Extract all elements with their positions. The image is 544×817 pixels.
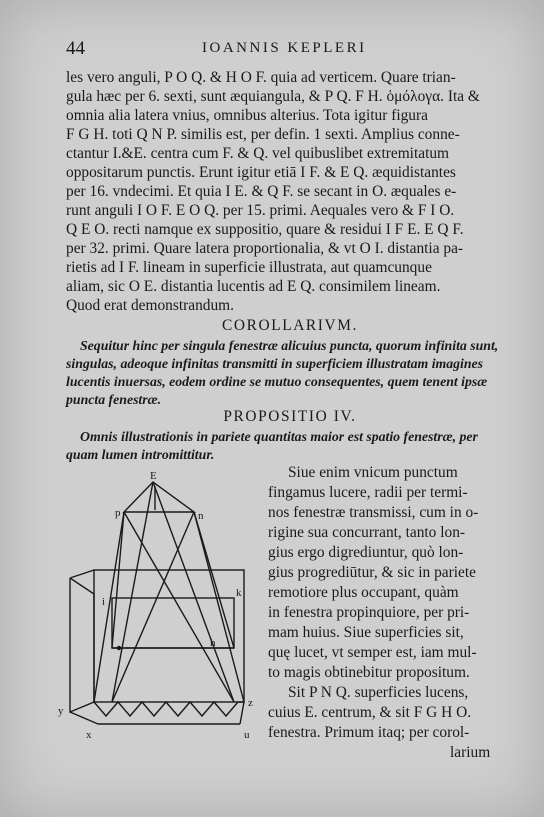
column-line: remotiore plus occupant, quàm xyxy=(268,584,459,601)
ray-left-outer xyxy=(94,512,124,702)
running-header xyxy=(66,38,514,62)
body-line: rietis ad I F. lineam in superficie illustrata, aut quamcunque xyxy=(66,259,432,276)
body-line: omnia alia latera vnius, omnibus alterius. Tota igitur figura xyxy=(66,107,428,124)
body-line: Quod erat demonstrandum. xyxy=(66,297,234,314)
label-p: p xyxy=(115,507,121,519)
ray-cross-a xyxy=(124,512,234,702)
corollary-line: lucentis inuersas, eodem ordine se mutuo consequentes, quem tenent ipsæ xyxy=(66,374,488,389)
column-line: cuius E. centrum, & sit F G H O. xyxy=(268,704,472,721)
column-line: Siue enim vnicum punctum xyxy=(288,464,458,481)
column-line: to magis obtinebitur propositum. xyxy=(268,664,470,681)
label-x: x xyxy=(86,729,92,741)
corollary-heading: COROLLARIVM. xyxy=(222,317,358,334)
point-marker xyxy=(117,646,121,650)
label-i: i xyxy=(102,596,106,608)
floor-pattern xyxy=(94,702,244,716)
column-line: nos fenestræ transmissi, cum in o- xyxy=(268,504,479,521)
body-line: Q E O. recti namque ex suppositio, quare & residui I F E. E Q F. xyxy=(66,221,464,238)
column-line: gius ergo digrediuntur, quò lon- xyxy=(268,544,464,561)
column-line: rigine sua concurrant, tanto lon- xyxy=(268,524,466,541)
corollary-line: Sequitur hinc per singula fenestræ alicuius puncta, quorum infinita sunt, xyxy=(80,338,499,353)
column-line: mam huius. Siue superficies sit, xyxy=(268,624,464,641)
proposition-statement: quam lumen intromittitur. xyxy=(66,447,215,462)
proposition-statement: Omnis illustrationis in pariete quantitas maior est spatio fenestræ, per xyxy=(80,429,478,444)
label-apex: E xyxy=(150,470,157,482)
column-line: gius progrediūtur, & sic in pariete xyxy=(268,564,476,581)
label-z: z xyxy=(248,697,253,709)
floor-edge-left xyxy=(70,712,98,724)
column-line: fingamus lucere, radii per termi- xyxy=(268,484,468,501)
label-h: h xyxy=(210,637,216,649)
body-line: runt anguli I O F. E O Q. per 15. primi. Aequales vero & F I O. xyxy=(66,202,455,219)
body-line: F G H. toti Q N P. similis est, per defin. 1 sexti. Amplius conne- xyxy=(66,126,460,143)
label-y: y xyxy=(58,705,64,717)
corollary-line: singulas, adeoque infinitas transmitti in superficiem illustratam imagines xyxy=(66,356,484,371)
ray-window-right xyxy=(194,512,234,648)
column-line: Sit P N Q. superficies lucens, xyxy=(288,684,469,701)
illustration-diagram xyxy=(58,466,263,746)
column-line: in fenestra propinquiore, per pri- xyxy=(268,604,470,621)
body-line: gula hæc per 6. sexti, sunt æquiangula, & P Q. F H. ὁμόλογα. Ita & xyxy=(66,88,480,105)
body-line: les vero anguli, P O Q. & H O F. quia ad verticem. Quare trian- xyxy=(66,69,456,86)
label-n: n xyxy=(198,510,204,522)
label-k: k xyxy=(236,587,242,599)
column-line: quę lucet, vt semper est, iam mul- xyxy=(268,644,477,661)
ray-right-inner xyxy=(153,482,234,702)
column-line: fenestra. Primum itaq; per corol- xyxy=(268,724,470,741)
body-line: ctantur I.&E. centra cum F. & Q. vel quibuslibet extremitatum xyxy=(66,145,450,162)
body-line: oppositarum punctis. Erunt igitur etiā I F. & E Q. æquidistantes xyxy=(66,164,456,181)
ray-right-outer xyxy=(194,512,244,702)
wall-top-edge xyxy=(70,570,94,578)
proposition-heading: PROPOSITIO IV. xyxy=(223,408,357,425)
page-number: 44 xyxy=(66,38,85,59)
body-line: per 32. primi. Quare latera proportionalia, & vt O I. distantia pa- xyxy=(66,240,464,257)
floor-edge-right xyxy=(240,702,244,724)
ray-cross-b xyxy=(112,512,194,702)
body-line: aliam, sic O E. distantia lucentis ad E Q. consimilem lineam. xyxy=(66,278,441,295)
wall-left-edge xyxy=(70,578,94,712)
corollary-line: puncta fenestræ. xyxy=(66,392,162,407)
body-line: per 16. vndecimi. Et quia I E. & Q F. se secant in O. æquales e- xyxy=(66,183,457,200)
column-line: larium xyxy=(450,744,491,761)
running-title: IOANNIS KEPLERI xyxy=(202,40,367,56)
label-u: u xyxy=(244,729,250,741)
